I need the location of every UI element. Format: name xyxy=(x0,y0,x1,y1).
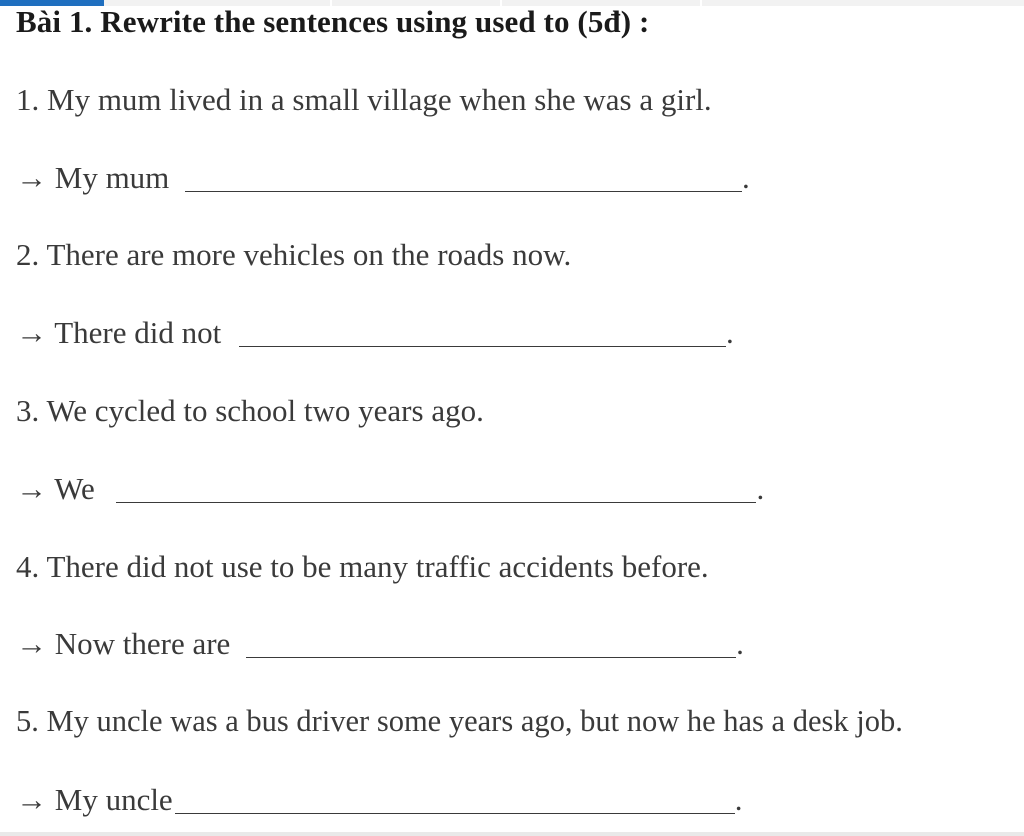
answer-end-1: . xyxy=(742,160,750,195)
answer-blank-1[interactable] xyxy=(185,161,742,192)
bottom-divider xyxy=(0,832,1024,836)
exercise-heading: Bài 1. Rewrite the sentences using used to (5đ) : xyxy=(16,4,650,39)
answer-prompt-1: → My mum xyxy=(16,160,170,195)
answer-end-2: . xyxy=(725,315,734,350)
answer-blank-2[interactable] xyxy=(239,316,726,347)
answer-blank-4[interactable] xyxy=(246,627,736,658)
answer-prompt-3: → We xyxy=(16,471,95,506)
answer-prompt-4: → Now there are xyxy=(16,626,231,661)
answer-end-4: . xyxy=(736,626,744,661)
question-5: 5. My uncle was a bus driver some years ago, but now he has a desk job. xyxy=(16,704,903,738)
tab-separator xyxy=(700,0,702,6)
answer-line-3 xyxy=(16,471,764,507)
answer-prompt-5: → My uncle xyxy=(16,782,173,817)
question-4: 4. There did not use to be many traffic accidents before. xyxy=(16,549,709,584)
answer-line-2 xyxy=(16,315,734,351)
answer-blank-3[interactable] xyxy=(116,472,756,503)
question-2: 2. There are more vehicles on the roads now. xyxy=(16,237,572,272)
answer-line-1 xyxy=(16,160,750,196)
answer-line-5 xyxy=(16,782,742,818)
question-1: 1. My mum lived in a small village when she was a girl. xyxy=(16,82,712,117)
answer-blank-5[interactable] xyxy=(175,783,735,814)
answer-prompt-2: → There did not xyxy=(16,315,222,350)
answer-line-4 xyxy=(16,626,744,662)
answer-end-3: . xyxy=(756,471,765,506)
answer-end-5: . xyxy=(734,782,743,817)
question-3: 3. We cycled to school two years ago. xyxy=(16,393,484,428)
